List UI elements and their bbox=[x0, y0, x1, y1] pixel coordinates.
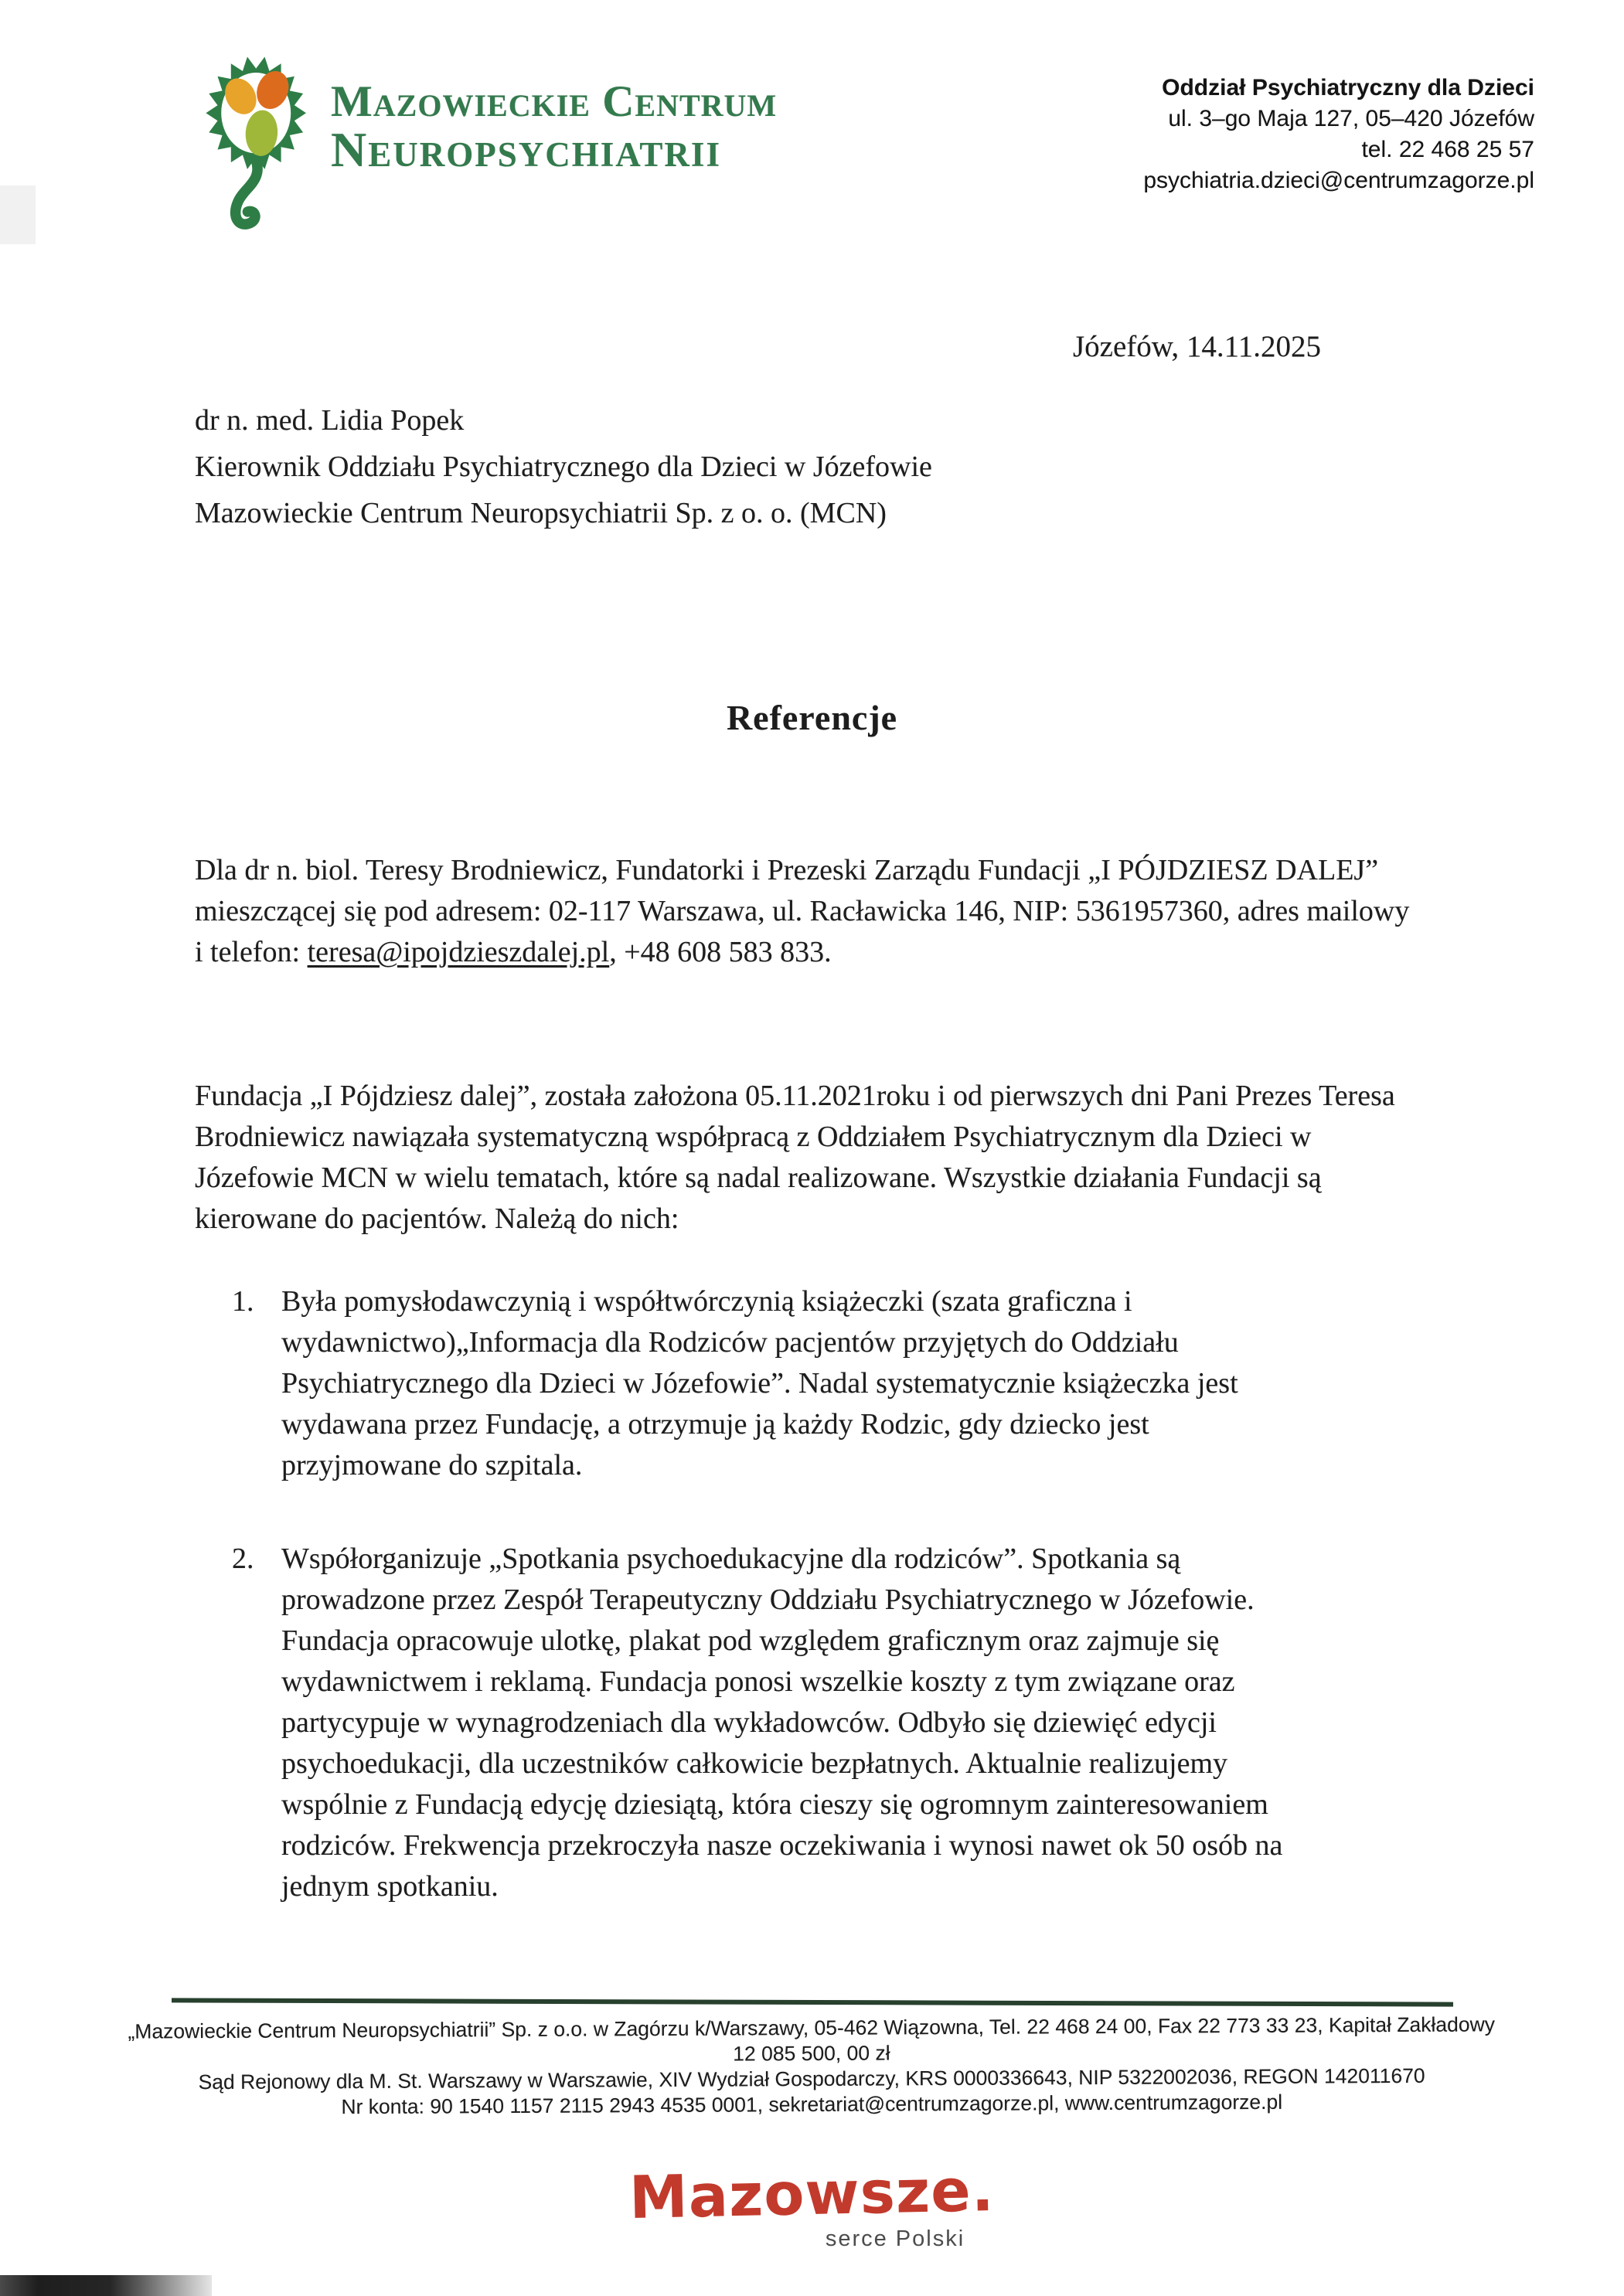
list-item-2 bbox=[232, 1539, 1314, 1907]
sender-name: dr n. med. Lidia Popek bbox=[195, 404, 465, 437]
sender-organization: Mazowieckie Centrum Neuropsychiatrii Sp. z o. o. (MCN) bbox=[195, 497, 887, 529]
item-text: Współorganizuje „Spotkania psychoedukacyjne dla rodziców”. Spotkania są prowadzone przez Zespół Terapeutyczny Oddziału Psychiatrycznego w Józefowie. Fundacja opracowuje ulotkę, plakat pod względem graficznym oraz zajmuje się wydawnictwem i reklamą. Fundacja ponosi wszelkie koszty z tym związane oraz partycypuje w wynagrodzeniach dla wykładowców. Odbyło się dziewięć edycji psychoedukacji, dla uczestników całkowicie bezpłatnych. Aktualnie realizujemy wspólnie z Fundacją edycję dziesiątą, która cieszy się ogromnym zainteresowaniem rodziców. Frekwencja przekroczyła nasze oczekiwania i wynosi nawet ok 50 osób na jednym spotkaniu. bbox=[281, 1543, 1283, 1903]
contact-address: ul. 3–go Maja 127, 05–420 Józefów bbox=[1168, 106, 1534, 131]
recipient-paragraph bbox=[195, 850, 1420, 973]
list-item-1 bbox=[232, 1281, 1314, 1486]
item-number: 2. bbox=[232, 1543, 254, 1575]
recipient-text-before: Dla dr n. biol. Teresy Brodniewicz, Fundatorki i Prezeski Zarządu Fundacji „I PÓJDZIESZ DALEJ” mieszczącej się pod adresem: 02-117 Warszawa, ul. Racławicka 146, NIP: 5361957360, adres mailowy i telefon: bbox=[195, 854, 1410, 968]
contact-email: psychiatria.dzieci@centrumzagorze.pl bbox=[1143, 168, 1534, 193]
mazowsze-wordmark: Mazowsze. bbox=[628, 2155, 996, 2232]
sender-role: Kierownik Oddziału Psychiatrycznego dla Dzieci w Józefowie bbox=[195, 451, 932, 483]
contact-department: Oddział Psychiatryczny dla Dzieci bbox=[1162, 75, 1534, 100]
org-name-line2: Neuropsychiatrii bbox=[331, 122, 721, 178]
recipient-email-link[interactable]: teresa@ipojdzieszdalej.pl bbox=[307, 936, 610, 968]
footer-divider bbox=[172, 1998, 1453, 2006]
item-text: Była pomysłodawczynią i współtwórczynią książeczki (szata graficzna i wydawnictwo)„Informacja dla Rodziców pacjentów przyjętych do Oddziału Psychiatrycznego dla Dzieci w Józefowie”. Nadal systematycznie książeczka jest wydawana przez Fundację, a otrzymuje ją każdy Rodzic, gdy dziecko jest przyjmowane do szpitala. bbox=[281, 1285, 1238, 1481]
intro-paragraph: Fundacja „I Pójdziesz dalej”, została założona 05.11.2021roku i od pierwszych dni Pani Prezes Teresa Brodniewicz nawiązała systematyczną współpracą z Oddziałem Psychiatrycznym dla Dzieci w Józefowie MCN w wielu tematach, które są nadal realizowane. Wszystkie działania Fundacji są kierowane do pacjentów. Należą do nich: bbox=[195, 1080, 1395, 1235]
mazowsze-tagline: serce Polski bbox=[825, 2226, 965, 2251]
item-number: 1. bbox=[232, 1285, 254, 1318]
reference-list bbox=[232, 1281, 1314, 1960]
sender-block bbox=[195, 397, 932, 536]
scan-artifact-bar bbox=[0, 2275, 212, 2296]
footer-line-registry: Sąd Rejonowy dla M. St. Warszawy w Warszawie, XIV Wydział Gospodarczy, KRS 0000336643, NIP 5322002036, REGON 142011670 bbox=[198, 2063, 1425, 2094]
contact-block bbox=[947, 73, 1534, 196]
contact-phone: tel. 22 468 25 57 bbox=[1361, 137, 1534, 162]
scan-artifact-patch bbox=[0, 185, 36, 244]
mazowsze-logo bbox=[0, 2155, 1624, 2252]
letter-date: Józefów, 14.11.2025 bbox=[1073, 330, 1321, 363]
header-logo bbox=[195, 45, 777, 233]
footer-line-company: „Mazowieckie Centrum Neuropsychiatrii” Sp. z o.o. w Zagórzu k/Warszawy, 05-462 Wiązowna, Tel. 22 468 24 00, Fax 22 773 33 23, Kapitał Zakładowy bbox=[128, 2012, 1496, 2043]
footer-line-capital: 12 085 500, 00 zł bbox=[733, 2041, 890, 2066]
recipient-text-after: , +48 608 583 833. bbox=[609, 936, 832, 968]
footer-line-account: Nr konta: 90 1540 1157 2115 2943 4535 0001, sekretariat@centrumzagorze.pl, www.centrumzagorze.pl bbox=[341, 2090, 1283, 2119]
org-name bbox=[331, 79, 777, 176]
org-name-line1: Mazowieckie Centrum bbox=[331, 77, 778, 126]
letter-title: Referencje bbox=[726, 698, 898, 737]
footer bbox=[116, 2012, 1508, 2121]
plant-logo-icon bbox=[195, 45, 320, 233]
